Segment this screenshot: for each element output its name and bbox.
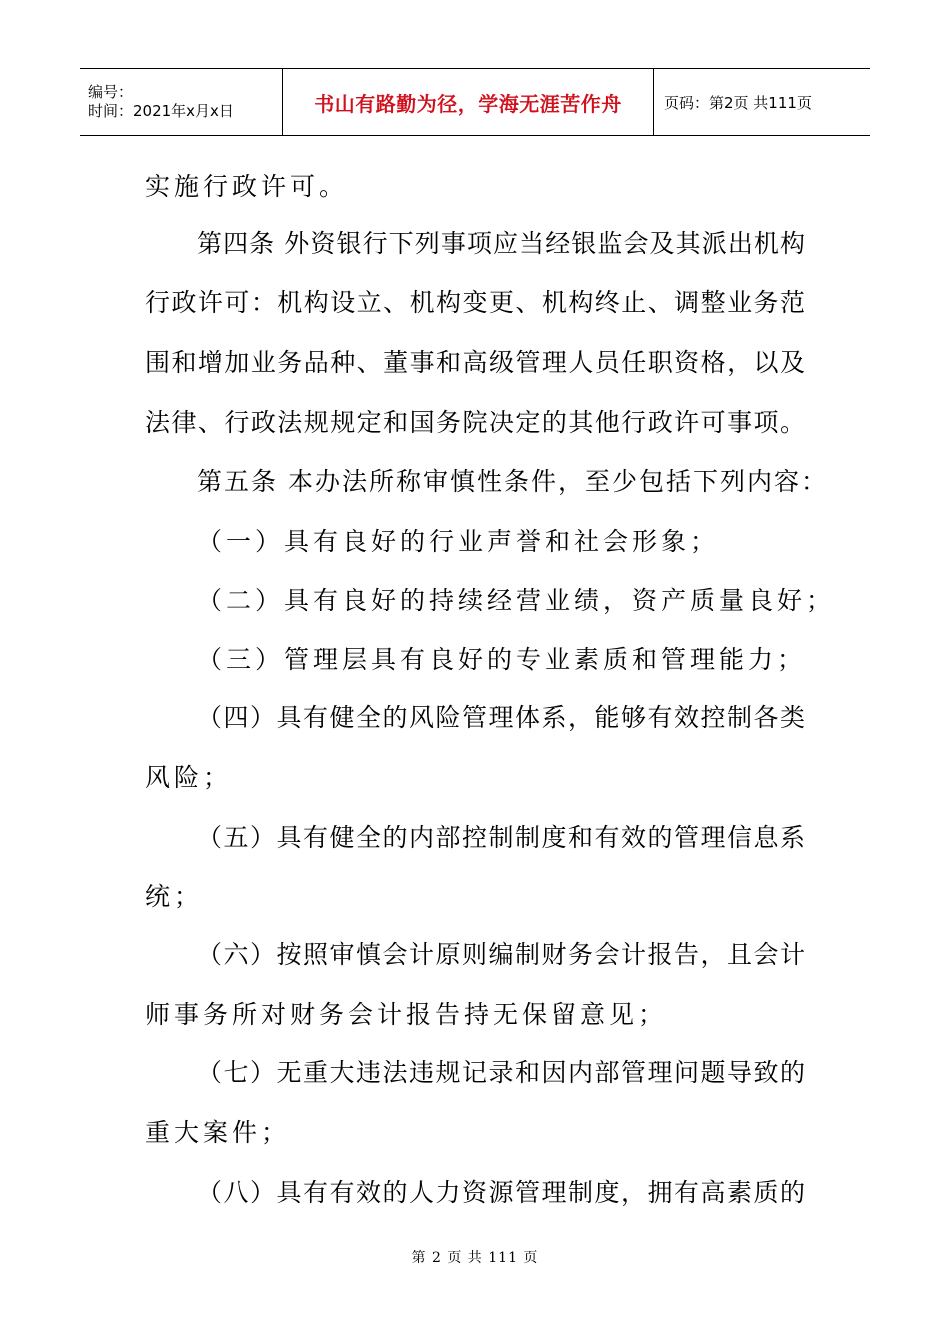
body-line-10: （四）具有健全的风险管理体系，能够有效控制各类: [197, 703, 805, 732]
page-footer: 第 2 页 共 111 页: [411, 1250, 539, 1266]
body-line-3: 行政许可：机构设立、机构变更、机构终止、调整业务范: [145, 288, 805, 317]
header-motto: 书山有路勤为径，学海无涯苦作舟: [314, 91, 622, 116]
body-line-11: 风险；: [145, 763, 233, 792]
body-line-7: （一）具有良好的行业声誉和社会形象；: [197, 527, 720, 556]
document-number-label: 编号：: [88, 83, 134, 101]
body-line-1: 实施行政许可。: [145, 172, 349, 201]
header-motto-cell: [282, 69, 654, 135]
body-line-18: （八）具有有效的人力资源管理制度，拥有高素质的: [197, 1178, 805, 1207]
body-line-6: 第五条 本办法所称审慎性条件，至少包括下列内容：: [197, 467, 828, 496]
body-line-8: （二）具有良好的持续经营业绩，资产质量良好；: [197, 586, 836, 615]
body-line-4: 围和增加业务品种、董事和高级管理人员任职资格，以及: [145, 348, 805, 377]
body-line-5: 法律、行政法规规定和国务院决定的其他行政许可事项。: [145, 408, 805, 437]
body-line-2: 第四条 外资银行下列事项应当经银监会及其派出机构: [197, 229, 805, 258]
body-line-14: （六）按照审慎会计原则编制财务会计报告，且会计: [197, 940, 805, 969]
header-page-cell: [654, 69, 870, 135]
body-line-16: （七）无重大违法违规记录和因内部管理问题导致的: [197, 1058, 805, 1087]
body-line-9: （三）管理层具有良好的专业素质和管理能力；: [197, 645, 807, 674]
body-line-12: （五）具有健全的内部控制制度和有效的管理信息系: [197, 823, 805, 852]
header-page-info: 页码：第2页 共111页: [664, 93, 812, 112]
body-line-17: 重大案件；: [145, 1118, 291, 1147]
document-time-label: 时间：2021年x月x日: [88, 102, 234, 120]
body-line-15: 师事务所对财务会计报告持无保留意见；: [145, 1000, 668, 1029]
document-header: [80, 68, 870, 136]
header-meta: [80, 69, 282, 135]
body-line-13: 统；: [145, 882, 204, 911]
